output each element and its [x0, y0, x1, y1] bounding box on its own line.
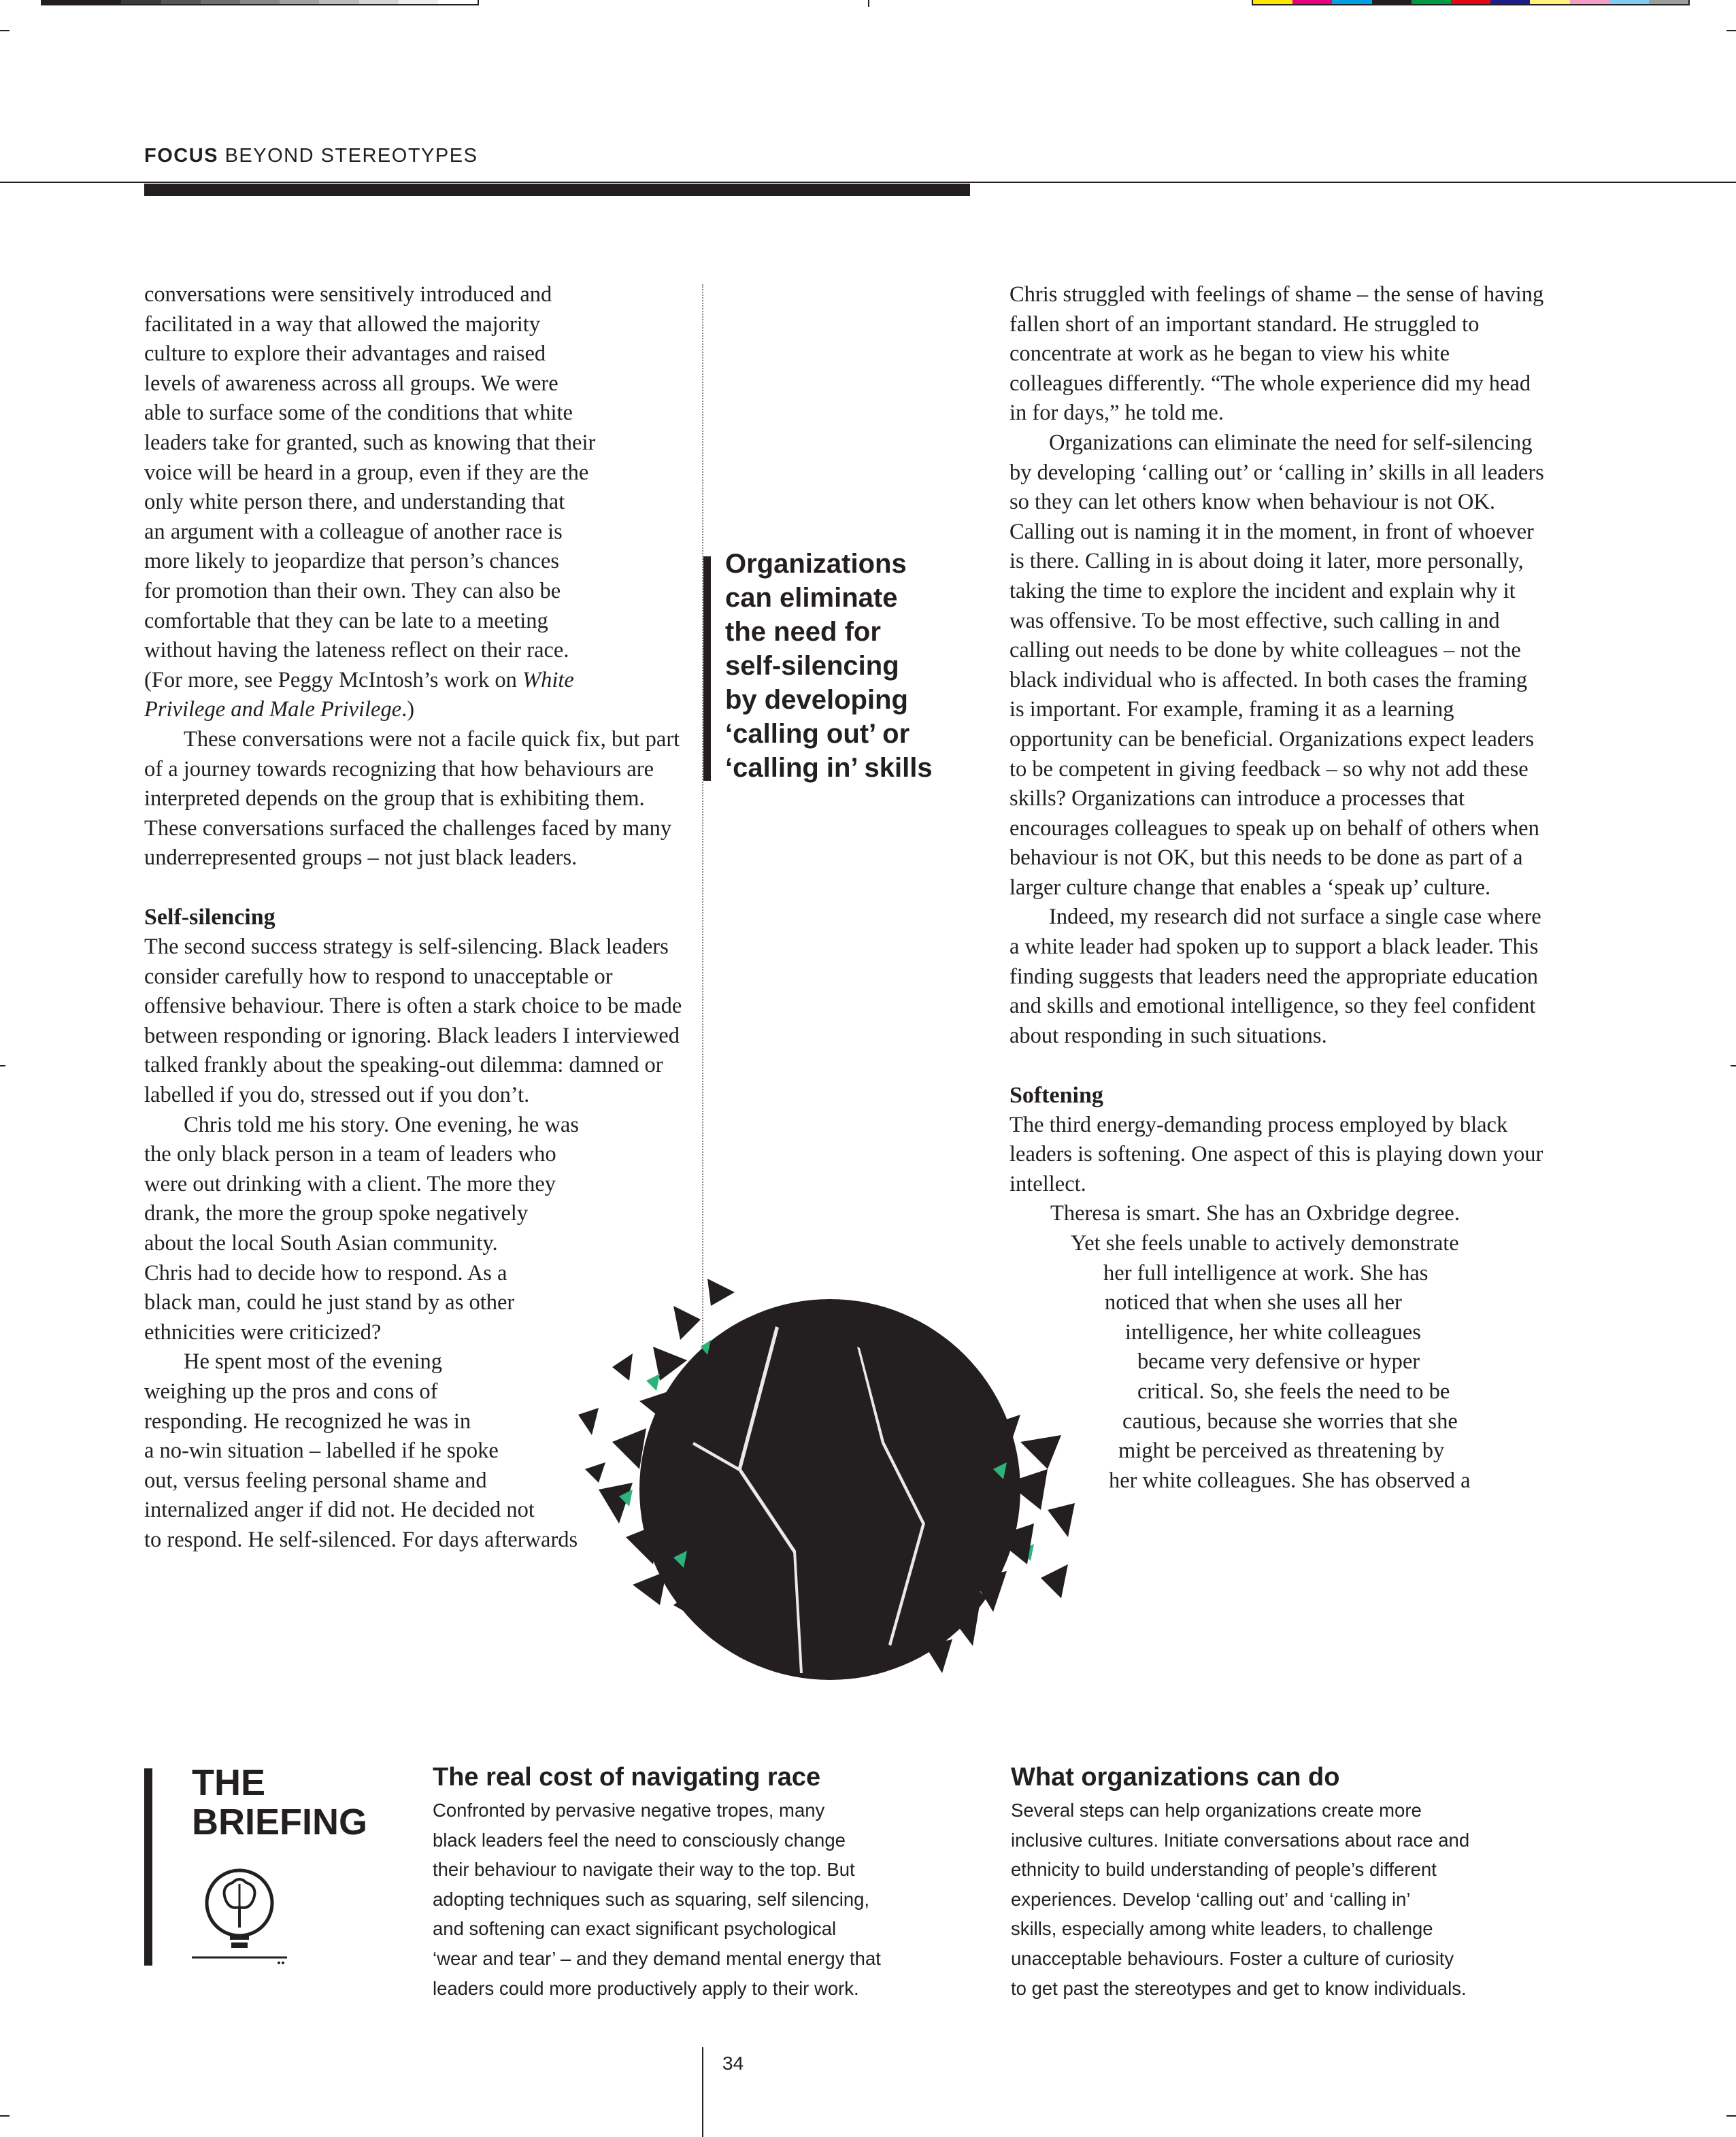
subheading-softening: Softening [1009, 1083, 1103, 1109]
crop-mark [0, 30, 10, 31]
text-line: drank, the more the group spoke negatively [144, 1201, 529, 1226]
text-line: inclusive cultures. Initiate conversations about race and [1011, 1829, 1470, 1851]
text-line: to respond. He self-silenced. For days afterwards [144, 1527, 578, 1552]
text-line: noticed that when she uses all her [1105, 1290, 1402, 1315]
print-registration-bar-left [41, 0, 479, 5]
text-line: unacceptable behaviours. Foster a culture of curiosity [1011, 1947, 1454, 1969]
text-line: culture to explore their advantages and raised [144, 341, 546, 367]
text-line: Yet she feels unable to actively demonstrate [1071, 1231, 1459, 1256]
pull-quote-line: by developing [725, 685, 908, 715]
right-column [1009, 280, 1547, 1496]
reference-title: Privilege and Male Privilege [144, 697, 402, 722]
text-line: to get past the stereotypes and get to know individuals. [1011, 1977, 1467, 1999]
text-line: conversations were sensitively introduced and [144, 282, 552, 307]
folio-rule [702, 2047, 703, 2137]
shattered-sphere-illustration [571, 1265, 1088, 1700]
text-line: levels of awareness across all groups. We were [144, 371, 558, 396]
text-line: for promotion than their own. They can also be [144, 578, 561, 603]
text-line: only white person there, and understanding that [144, 490, 565, 515]
text-line: comfortable that they can be late to a meeting [144, 608, 548, 633]
text-line: skills, especially among white leaders, to challenge [1011, 1918, 1433, 1940]
text-line: an argument with a colleague of another race is [144, 519, 563, 544]
text-line: leaders could more productively apply to their work. [433, 1977, 859, 1999]
text-line: He spent most of the evening [184, 1349, 442, 1375]
paragraph: These conversations were not a facile quick fix, but part of a journey towards recognizing that how behaviours are interpreted depends on the group that is exhibiting them. These conversations surfaced the challenges faced by many underrepresented groups – not just black leaders. [144, 726, 680, 871]
text-line: and softening can exact significant psychological [433, 1918, 837, 1940]
text-line: became very defensive or hyper [1137, 1349, 1420, 1375]
text-line: ‘wear and tear’ – and they demand mental energy that [433, 1947, 881, 1969]
text-line: Confronted by pervasive negative tropes, many [433, 1800, 825, 1821]
paragraph: Chris struggled with feelings of shame – the sense of having fallen short of an important standard. He struggled to concentrate at work as he began to view his white colleagues differently. “The whole experience did my head in for days,” he told me. [1009, 282, 1544, 426]
pull-quote-line: Organizations [725, 549, 907, 579]
pull-quote-line: ‘calling in’ skills [725, 753, 933, 783]
text-line: black leaders feel the need to consciously change [433, 1829, 846, 1851]
briefing-title [192, 1763, 367, 1842]
text-line: Several steps can help organizations create more [1011, 1800, 1422, 1821]
text-line: cautious, because she worries that she [1122, 1409, 1458, 1434]
text-line [144, 695, 688, 725]
header-rule [0, 182, 1736, 183]
text-fragment: .) [401, 697, 415, 722]
text-line: without having the lateness reflect on their race. [144, 638, 569, 663]
pull-quote-line: self-silencing [725, 651, 899, 681]
text-line: Chris had to decide how to respond. As a [144, 1260, 507, 1285]
text-line: a no-win situation – labelled if he spoke [144, 1438, 499, 1464]
paragraph: The third energy-demanding process employed by black leaders is softening. One aspect of this is playing down your intellect. [1009, 1112, 1543, 1196]
reference-title: White [522, 667, 574, 692]
lightbulb-brain-icon [192, 1862, 287, 1964]
text-line: more likely to jeopardize that person’s chances [144, 549, 560, 574]
text-line: responding. He recognized he was in [144, 1409, 471, 1434]
crop-mark [868, 0, 869, 7]
briefing-cost-body [433, 1796, 970, 2003]
briefing-title-line: THE [192, 1762, 265, 1803]
text-line: leaders take for granted, such as knowing that their [144, 430, 596, 455]
briefing-title-line: BRIEFING [192, 1802, 368, 1842]
text-line: about the local South Asian community. [144, 1231, 498, 1256]
briefing-cost-heading: The real cost of navigating race [433, 1763, 821, 1791]
text-fragment: (For more, see Peggy McIntosh’s work on [144, 667, 517, 692]
print-color-bar-right [1252, 0, 1690, 5]
section-title: BEYOND STEREOTYPES [224, 145, 478, 167]
pull-quote [725, 547, 970, 785]
paragraph: The second success strategy is self-silencing. Black leaders consider carefully how to respond to unacceptable or offensive behaviour. There is often a stark choice to be made between responding or ignoring. Black leaders I interviewed talked frankly about the speaking-out dilemma: damned or labelled if you do, stressed out if you don’t. [144, 935, 682, 1108]
text-line: critical. So, she feels the need to be [1137, 1379, 1450, 1404]
subheading-self-silencing: Self-silencing [144, 905, 276, 930]
text-line: black man, could he just stand by as other [144, 1290, 515, 1315]
text-line: adopting techniques such as squaring, self silencing, [433, 1888, 870, 1910]
text-line: the only black person in a team of leaders who [144, 1142, 556, 1167]
crop-mark [0, 2115, 10, 2117]
text-line: their behaviour to navigate their way to the top. But [433, 1859, 855, 1881]
paragraph [1009, 1199, 1547, 1496]
text-line: ethnicities were criticized? [144, 1319, 382, 1345]
briefing-orgs-heading: What organizations can do [1011, 1763, 1340, 1791]
page-number: 34 [722, 2053, 744, 2074]
text-line: Chris told me his story. One evening, he was [184, 1112, 580, 1137]
paragraph: Indeed, my research did not surface a single case where a white leader had spoken up to support a black leader. This finding suggests that leaders need the appropriate education and skills and emotional intelligence, so they feel confident about responding in such situations. [1009, 905, 1541, 1048]
text-line: were out drinking with a client. The more they [144, 1171, 556, 1196]
paragraph: Organizations can eliminate the need for self-silencing by developing ‘calling out’ or ‘calling in’ skills in all leaders so they can let others know when behaviour is not OK. Calling out is naming it in the moment, in front of whoever is there. Calling in is about doing it later, more personally, taking the time to explore the incident and explain why it was offensive. To be most effective, such calling in and calling out needs to be done by white colleagues – not the black individual who is affected. In both cases the framing is important. For example, framing it as a learning opportunity can be beneficial. Organizations expect leaders to be competent in giving feedback – so why not add these skills? Organizations can introduce a processes that encourages colleagues to speak up on behalf of others when behaviour is not OK, but this needs to be done as part of a larger culture change that enables a ‘speak up’ culture. [1009, 430, 1544, 900]
text-line: voice will be heard in a group, even if they are the [144, 460, 589, 485]
text-line: intelligence, her white colleagues [1125, 1319, 1421, 1345]
text-line [144, 666, 688, 696]
text-line: her white colleagues. She has observed a [1109, 1468, 1471, 1493]
text-line: able to surface some of the conditions that white [144, 401, 573, 426]
section-label: FOCUS [144, 145, 218, 167]
pull-quote-bar [703, 556, 711, 781]
briefing-orgs-body [1011, 1796, 1569, 2003]
text-line: might be perceived as threatening by [1118, 1438, 1445, 1464]
pull-quote-line: can eliminate [725, 583, 898, 613]
text-line: weighing up the pros and cons of [144, 1379, 438, 1404]
header-bar [144, 184, 970, 196]
text-line: experiences. Develop ‘calling out’ and ‘calling in’ [1011, 1888, 1411, 1910]
paragraph [144, 280, 688, 725]
text-line: ethnicity to build understanding of people’s different [1011, 1859, 1437, 1881]
text-line: Theresa is smart. She has an Oxbridge degree. [1050, 1201, 1460, 1226]
crop-mark [1726, 2115, 1736, 2117]
crop-mark [1731, 1065, 1736, 1066]
pull-quote-line: ‘calling out’ or [725, 719, 910, 749]
running-head [144, 145, 478, 167]
text-line: facilitated in a way that allowed the majority [144, 312, 541, 337]
text-line: her full intelligence at work. She has [1103, 1260, 1429, 1285]
text-line: internalized anger if did not. He decided not [144, 1498, 535, 1523]
crop-mark [1726, 30, 1736, 31]
crop-mark [0, 1065, 5, 1066]
briefing-bar [144, 1768, 152, 1966]
text-line: out, versus feeling personal shame and [144, 1468, 487, 1493]
pull-quote-line: the need for [725, 617, 881, 647]
